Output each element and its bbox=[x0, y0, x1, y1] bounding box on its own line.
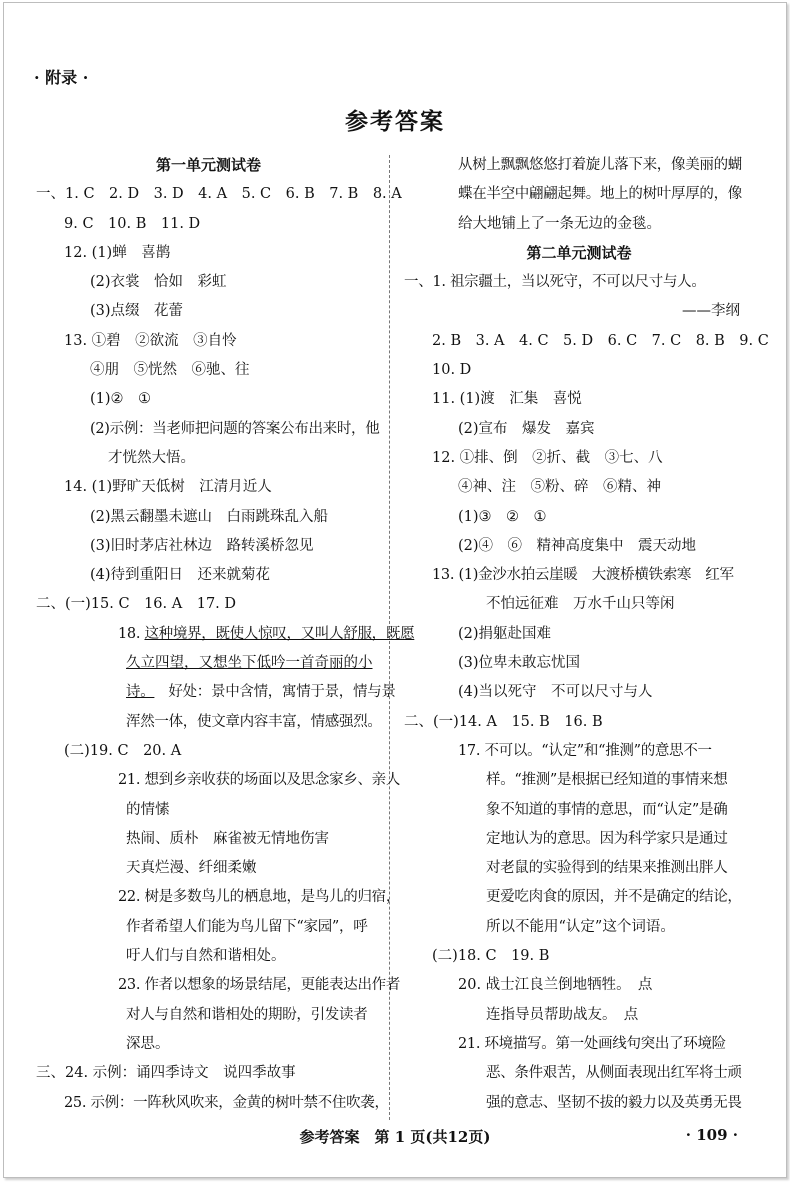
answer-line: 11. (1)渡 汇集 喜悦 bbox=[432, 391, 582, 408]
answer-line: 恶、条件艰苦，从侧面表现出红军将士顽 bbox=[486, 1065, 742, 1082]
answer-line: (3)位卑未敢忘忧国 bbox=[458, 655, 581, 672]
answer-line: (3)点缀 花蕾 bbox=[90, 303, 184, 320]
answer-line: (2)宣布 爆发 嘉宾 bbox=[458, 420, 595, 437]
answer-line: 13. (1)金沙水拍云崖暖 大渡桥横铁索寒 红军 bbox=[432, 567, 734, 584]
answer-line: (2)衣裳 恰如 彩虹 bbox=[90, 274, 227, 291]
answer-line: 的情愫 bbox=[126, 801, 170, 818]
answer-line: 定地认为的意思。因为科学家只是通过 bbox=[486, 830, 728, 847]
answer-line: (4)当以死守 不可以尺寸与人 bbox=[458, 684, 653, 701]
answer-line: 25. 示例：一阵秋风吹来，金黄的树叶禁不住吹袭， bbox=[64, 1094, 389, 1111]
answer-line: 14. (1)野旷天低树 江清月近人 bbox=[64, 479, 272, 496]
answer-line: 连指导员帮助战友。 点 bbox=[486, 1006, 639, 1023]
answer-line: (二)18. C 19. B bbox=[432, 948, 550, 965]
answer-line: 对老鼠的实验得到的结果来推测出胖人 bbox=[486, 860, 728, 877]
answer-line: 作者希望人们能为鸟儿留下“家园”，呼 bbox=[126, 918, 368, 935]
page-title: 参考答案 bbox=[345, 108, 445, 135]
answer-line: 三、24. 示例：诵四季诗文 说四季故事 bbox=[36, 1065, 296, 1082]
answer-line: 二、(一)14. A 15. B 16. B bbox=[404, 713, 603, 730]
answer-line: 吁人们与自然和谐相处。 bbox=[126, 948, 286, 965]
answer-line: 象不知道的事情的意思，而“认定”是确 bbox=[486, 801, 728, 818]
answer-line: 23. 作者以想象的场景结尾，更能表达出作者 bbox=[118, 977, 401, 994]
page-footer: 参考答案 第 1 页(共12页) bbox=[299, 1128, 491, 1146]
answer-line bbox=[36, 678, 396, 707]
answer-line: (1)② ① bbox=[90, 391, 152, 408]
unit1-title: 第一单元测试卷 bbox=[155, 156, 261, 174]
answer-line: 2. B 3. A 4. C 5. D 6. C 7. C 8. B 9. C bbox=[432, 332, 769, 349]
answer-line: 12. (1)蝉 喜鹊 bbox=[64, 244, 171, 261]
left-column bbox=[36, 151, 415, 1118]
answer-line: 一、1. C 2. D 3. D 4. A 5. C 6. B 7. B 8. A bbox=[36, 186, 402, 203]
page-number: · 109 · bbox=[685, 1126, 738, 1144]
quote-author: ——李纲 bbox=[682, 303, 740, 320]
answer-line: 深思。 bbox=[126, 1035, 170, 1052]
answer-line: 给大地铺上了一条无边的金毯。 bbox=[458, 215, 661, 232]
answer-line: 20. 战士江良兰倒地牺牲。 点 bbox=[458, 977, 653, 994]
answer-line: 更爱吃肉食的原因，并不是确定的结论， bbox=[486, 889, 742, 906]
underlined-answer: 这种境界，既使人惊叹，又叫人舒服，既愿 bbox=[144, 625, 415, 642]
answer-line: 一、1. 祖宗疆土，当以死守，不可以尺寸与人。 bbox=[404, 274, 706, 291]
underlined-answer: 久立四望，又想坐下低吟一首奇丽的小 bbox=[126, 655, 373, 672]
appendix-label: · 附录 · bbox=[34, 68, 89, 87]
answer-line: 22. 树是多数鸟儿的栖息地，是鸟儿的归宿， bbox=[118, 889, 401, 906]
underlined-answer: 诗。 bbox=[126, 684, 155, 701]
right-column bbox=[404, 151, 769, 1118]
answer-line: 12. ①排、倒 ②折、截 ③七、八 bbox=[432, 449, 663, 466]
answer-line: 10. D bbox=[432, 362, 472, 379]
answer-line: 13. ①碧 ②欲流 ③自怜 bbox=[64, 332, 237, 349]
unit2-title: 第二单元测试卷 bbox=[526, 243, 632, 262]
answer-line: 二、(一)15. C 16. A 17. D bbox=[36, 596, 237, 613]
answer-line: 浑然一体，使文章内容丰富，情感强烈。 bbox=[126, 713, 382, 730]
answer-number: 18. bbox=[118, 625, 145, 642]
answer-line: 17. 不可以。“认定”和“推测”的意思不一 bbox=[458, 742, 712, 759]
answer-line: 9. C 10. B 11. D bbox=[64, 215, 201, 232]
answer-line: 不怕远征难 万水千山只等闲 bbox=[486, 596, 675, 613]
answer-line: (3)旧时茅店社林边 路转溪桥忽见 bbox=[90, 537, 314, 554]
answer-text: 好处：景中含情，寓情于景，情与景 bbox=[168, 684, 396, 701]
answer-line: 热闹、质朴 麻雀被无情地伤害 bbox=[126, 830, 329, 847]
answer-line: 对人与自然和谐相处的期盼，引发读者 bbox=[126, 1006, 368, 1023]
answer-line: (2)黑云翻墨未遮山 白雨跳珠乱入船 bbox=[90, 508, 329, 525]
answer-line: 所以不能用“认定”这个词语。 bbox=[486, 918, 675, 935]
answer-line: 才恍然大悟。 bbox=[108, 449, 195, 466]
answer-line bbox=[36, 620, 415, 649]
answer-line: 样。“推测”是根据已经知道的事情来想 bbox=[486, 772, 728, 789]
answer-line: ④朋 ⑤恍然 ⑥驰、往 bbox=[90, 362, 250, 379]
answer-line: (2)捐躯赴国难 bbox=[458, 625, 552, 642]
answer-page bbox=[3, 2, 787, 1178]
answer-line: 蝶在半空中翩翩起舞。地上的树叶厚厚的，像 bbox=[458, 186, 742, 203]
answer-line: 天真烂漫、纤细柔嫩 bbox=[126, 860, 257, 877]
answer-line: 从树上飘飘悠悠打着旋儿落下来，像美丽的蝴 bbox=[458, 157, 742, 173]
answer-line: 强的意志、坚韧不拔的毅力以及英勇无畏 bbox=[486, 1094, 742, 1111]
answer-line: (二)19. C 20. A bbox=[64, 742, 182, 759]
answer-line: 21. 环境描写。第一处画线句突出了环境险 bbox=[458, 1035, 726, 1052]
answer-line: 21. 想到乡亲收获的场面以及思念家乡、亲人 bbox=[118, 772, 401, 789]
answer-line: (2)示例：当老师把问题的答案公布出来时，他 bbox=[90, 420, 380, 437]
answer-line: (1)③ ② ① bbox=[458, 508, 547, 525]
answer-line: (4)待到重阳日 还来就菊花 bbox=[90, 567, 271, 584]
answer-line: ④神、注 ⑤粉、碎 ⑥精、神 bbox=[458, 479, 661, 496]
answer-line: (2)④ ⑥ 精神高度集中 震天动地 bbox=[458, 537, 697, 554]
